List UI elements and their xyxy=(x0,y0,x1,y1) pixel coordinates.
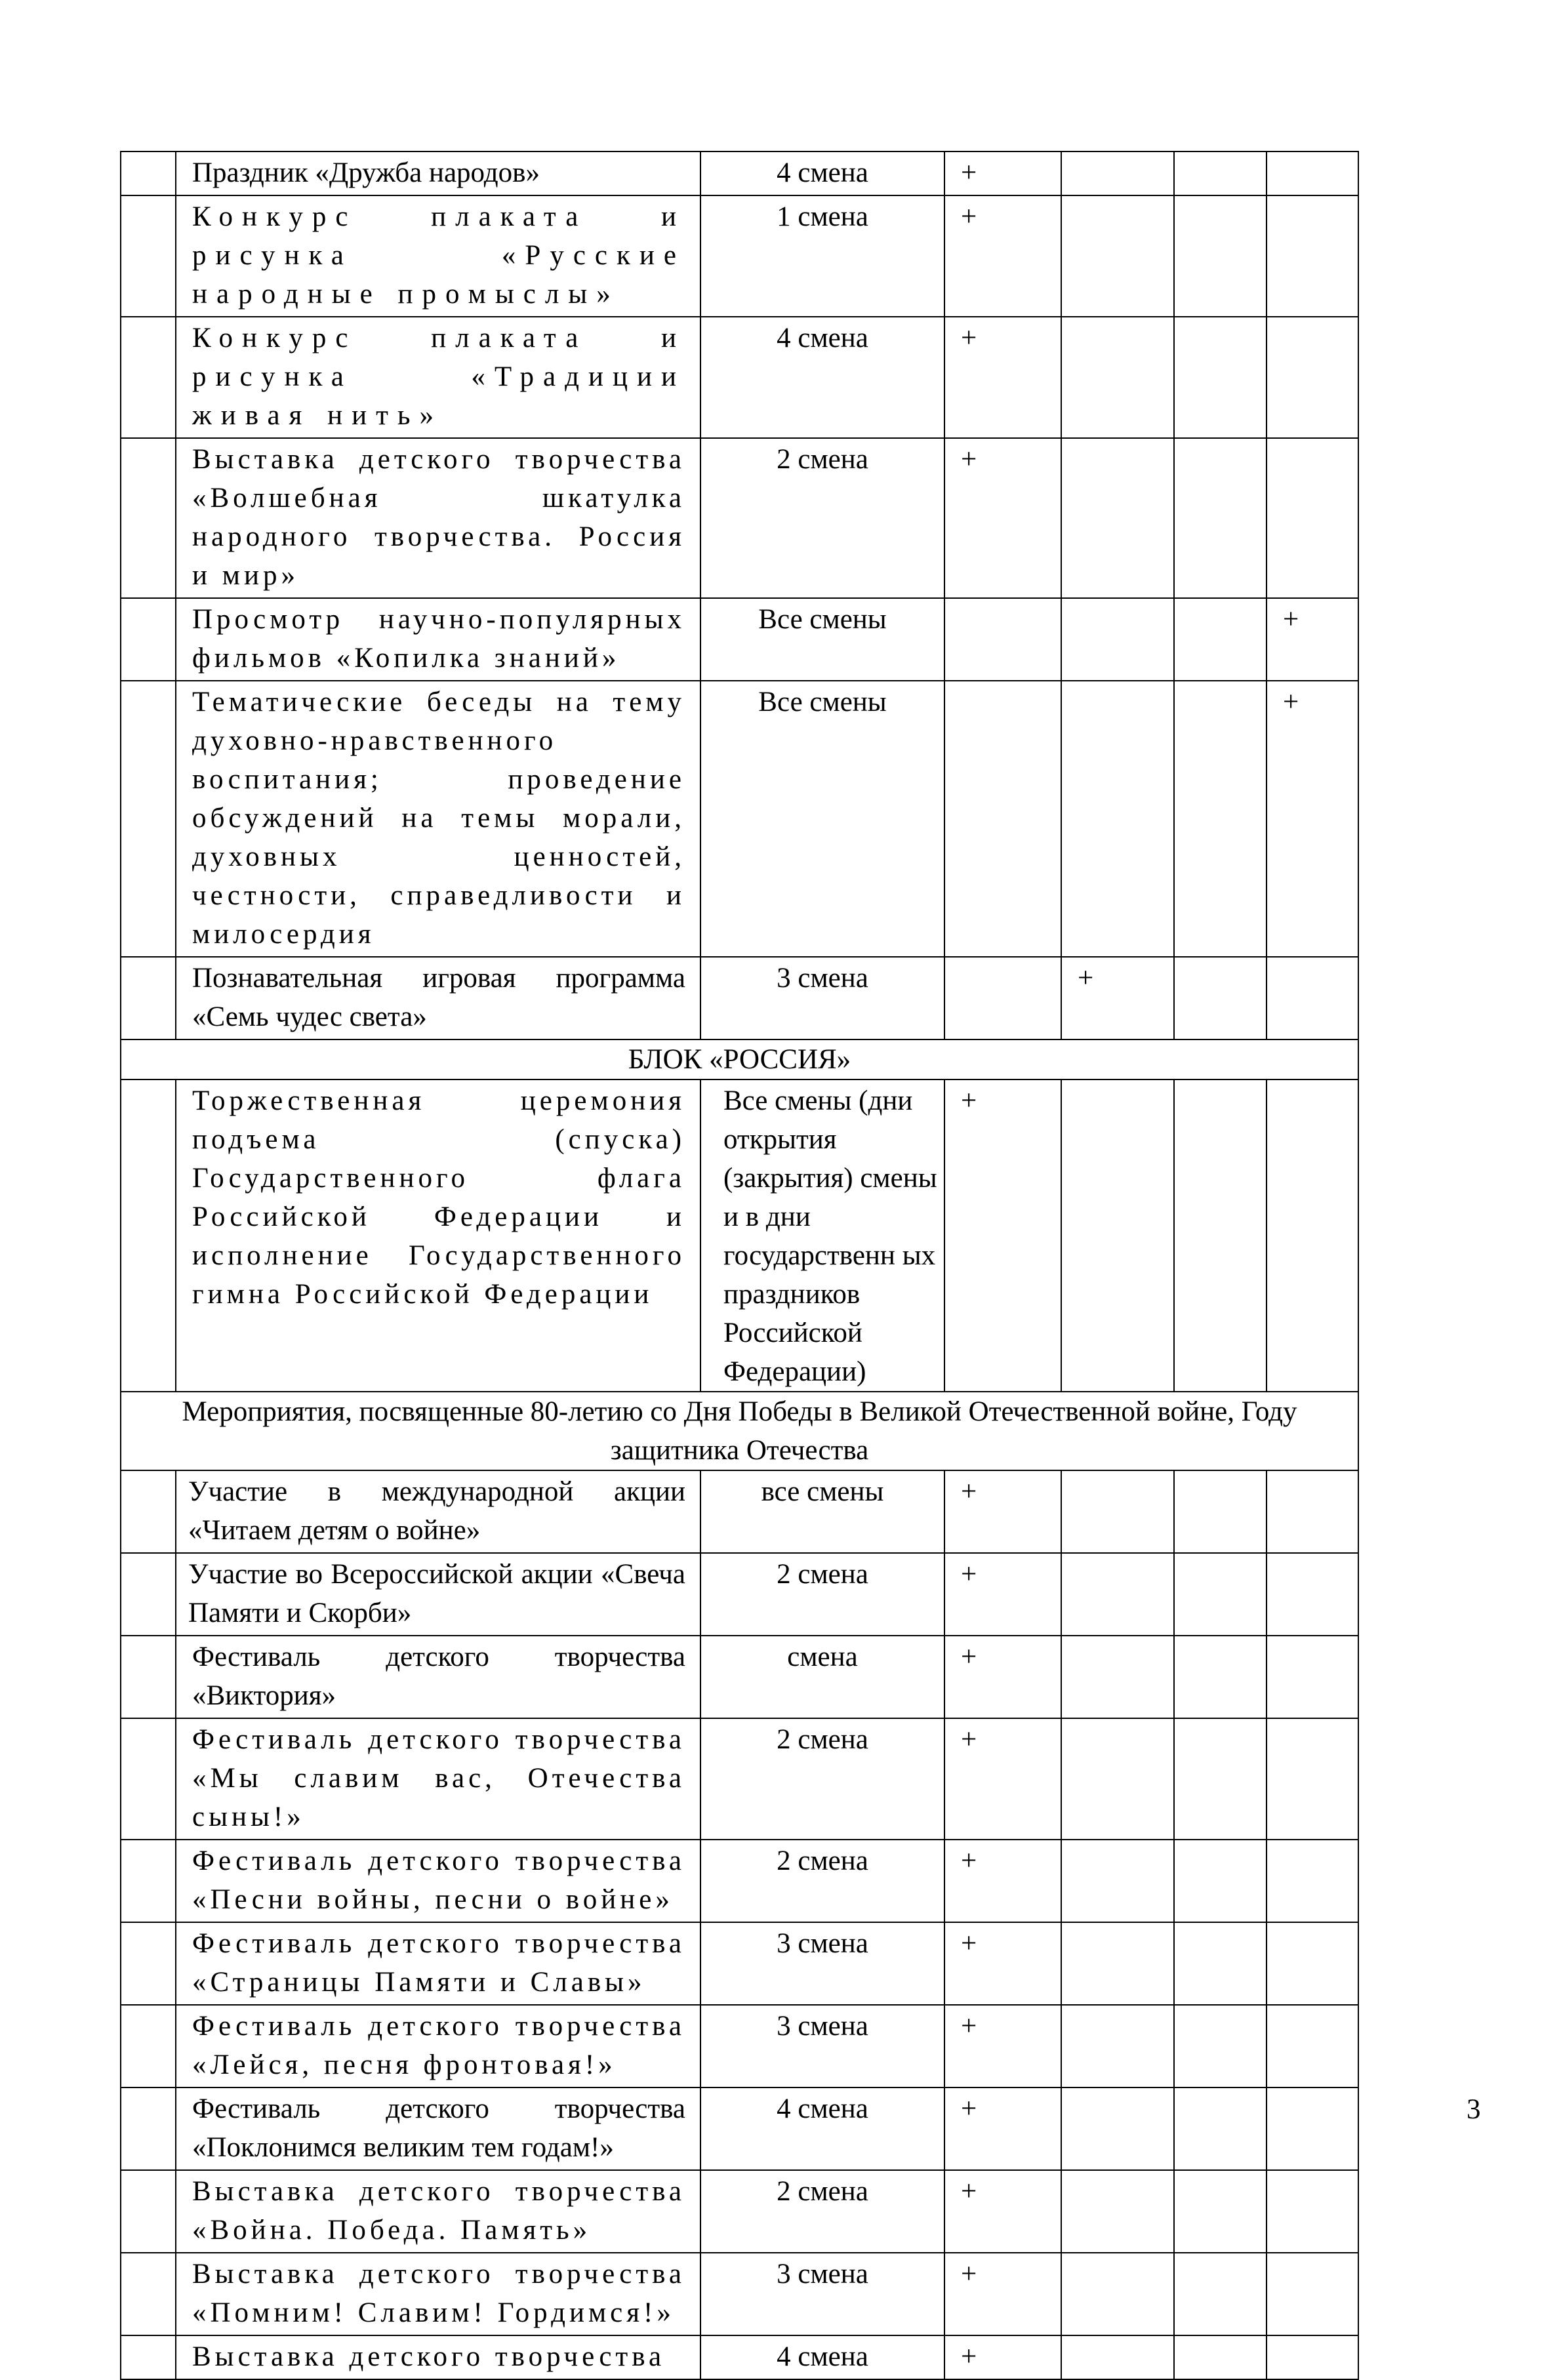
number-cell xyxy=(121,2005,176,2088)
shift-cell: 2 смена xyxy=(700,2170,944,2253)
level-mark-cell-1 xyxy=(944,957,1061,1039)
level-mark-cell-3 xyxy=(1174,438,1267,598)
events-table xyxy=(120,151,1359,2380)
event-name-cell: Фестиваль детского творчества «Виктория» xyxy=(176,1636,700,1718)
event-name-cell: Фестиваль детского творчества «Мы славим вас, Отечества сыны!» xyxy=(176,1718,700,1840)
level-mark-cell-3 xyxy=(1174,195,1267,317)
level-mark-cell-4 xyxy=(1267,1079,1358,1392)
event-name-cell: Праздник «Дружба народов» xyxy=(176,151,700,195)
level-mark-cell-4 xyxy=(1267,438,1358,598)
level-mark-cell-3 xyxy=(1174,2170,1267,2253)
event-name-cell: Фестиваль детского творчества «Лейся, песня фронтовая!» xyxy=(176,2005,700,2088)
level-mark-cell-4 xyxy=(1267,2253,1358,2335)
level-mark-cell-2 xyxy=(1061,681,1174,957)
level-mark-cell-3 xyxy=(1174,1840,1267,1922)
level-mark-cell-1: + xyxy=(944,1718,1061,1840)
level-mark-cell-4 xyxy=(1267,1718,1358,1840)
shift-cell: 4 смена xyxy=(700,2088,944,2170)
table-row xyxy=(121,2088,1358,2170)
number-cell xyxy=(121,1922,176,2005)
event-name-cell: Фестиваль детского творчества «Страницы Памяти и Славы» xyxy=(176,1922,700,2005)
level-mark-cell-4 xyxy=(1267,151,1358,195)
level-mark-cell-1: + xyxy=(944,2005,1061,2088)
table-row xyxy=(121,1718,1358,1840)
level-mark-cell-3 xyxy=(1174,2088,1267,2170)
table-row xyxy=(121,2170,1358,2253)
shift-cell: Все смены (дни открытия (закрытия) смены и в дни государственн ых праздников Российской Федерации) xyxy=(700,1079,944,1392)
level-mark-cell-2 xyxy=(1061,1922,1174,2005)
level-mark-cell-2 xyxy=(1061,2005,1174,2088)
level-mark-cell-3 xyxy=(1174,317,1267,438)
table-row xyxy=(121,1470,1358,1553)
shift-cell: 2 смена xyxy=(700,1718,944,1840)
table-row xyxy=(121,2005,1358,2088)
table-row xyxy=(121,2253,1358,2335)
shift-cell: 1 смена xyxy=(700,195,944,317)
number-cell xyxy=(121,681,176,957)
event-name-cell: Просмотр научно-популярных фильмов «Копилка знаний» xyxy=(176,598,700,681)
event-name-cell: Тематические беседы на тему духовно-нравственного воспитания; проведение обсуждений на темы морали, духовных ценностей, честности, справедливости и милосердия xyxy=(176,681,700,957)
event-name-cell: Выставка детского творчества xyxy=(176,2335,700,2379)
number-cell xyxy=(121,957,176,1039)
level-mark-cell-1: + xyxy=(944,1636,1061,1718)
level-mark-cell-4 xyxy=(1267,195,1358,317)
number-cell xyxy=(121,2088,176,2170)
number-cell xyxy=(121,195,176,317)
level-mark-cell-1: + xyxy=(944,2088,1061,2170)
level-mark-cell-3 xyxy=(1174,2335,1267,2379)
table-row xyxy=(121,1840,1358,1922)
level-mark-cell-2 xyxy=(1061,2088,1174,2170)
level-mark-cell-2 xyxy=(1061,2253,1174,2335)
level-mark-cell-4 xyxy=(1267,2088,1358,2170)
level-mark-cell-1: + xyxy=(944,1553,1061,1636)
number-cell xyxy=(121,151,176,195)
shift-cell: смена xyxy=(700,1636,944,1718)
level-mark-cell-4: + xyxy=(1267,598,1358,681)
number-cell xyxy=(121,1840,176,1922)
level-mark-cell-2 xyxy=(1061,2170,1174,2253)
level-mark-cell-2 xyxy=(1061,438,1174,598)
level-mark-cell-3 xyxy=(1174,957,1267,1039)
level-mark-cell-2 xyxy=(1061,1079,1174,1392)
event-name-cell: Выставка детского творчества «Помним! Славим! Гордимся!» xyxy=(176,2253,700,2335)
level-mark-cell-1: + xyxy=(944,2335,1061,2379)
level-mark-cell-1 xyxy=(944,598,1061,681)
number-cell xyxy=(121,1079,176,1392)
level-mark-cell-3 xyxy=(1174,1470,1267,1553)
table-row xyxy=(121,681,1358,957)
level-mark-cell-3 xyxy=(1174,151,1267,195)
level-mark-cell-3 xyxy=(1174,1079,1267,1392)
level-mark-cell-2 xyxy=(1061,1553,1174,1636)
shift-cell: 2 смена xyxy=(700,438,944,598)
table-body xyxy=(121,151,1358,2379)
level-mark-cell-4 xyxy=(1267,1840,1358,1922)
number-cell xyxy=(121,1470,176,1553)
event-name-cell: Выставка детского творчества «Война. Победа. Память» xyxy=(176,2170,700,2253)
number-cell xyxy=(121,2335,176,2379)
shift-cell: 4 смена xyxy=(700,317,944,438)
table-row xyxy=(121,598,1358,681)
table-row xyxy=(121,957,1358,1039)
level-mark-cell-1: + xyxy=(944,1922,1061,2005)
shift-cell: все смены xyxy=(700,1470,944,1553)
section-title: Мероприятия, посвященные 80-летию со Дня Победы в Великой Отечественной войне, Году защитника Отечества xyxy=(121,1392,1358,1470)
level-mark-cell-1: + xyxy=(944,151,1061,195)
page-number: 3 xyxy=(1467,2094,1481,2125)
shift-cell: 3 смена xyxy=(700,2005,944,2088)
level-mark-cell-4 xyxy=(1267,1922,1358,2005)
level-mark-cell-4 xyxy=(1267,2170,1358,2253)
number-cell xyxy=(121,438,176,598)
table-row xyxy=(121,317,1358,438)
shift-cell: Все смены xyxy=(700,681,944,957)
level-mark-cell-2 xyxy=(1061,1470,1174,1553)
table-row xyxy=(121,1636,1358,1718)
shift-cell: 2 смена xyxy=(700,1840,944,1922)
level-mark-cell-1: + xyxy=(944,195,1061,317)
table-row xyxy=(121,195,1358,317)
table-row xyxy=(121,151,1358,195)
level-mark-cell-3 xyxy=(1174,1922,1267,2005)
event-name-cell: Познавательная игровая программа «Семь чудес света» xyxy=(176,957,700,1039)
event-name-cell: Участие во Всероссийской акции «Свеча Памяти и Скорби» xyxy=(176,1553,700,1636)
event-name-cell: Выставка детского творчества «Волшебная шкатулка народного творчества. Россия и мир» xyxy=(176,438,700,598)
event-name-cell: Участие в международной акции «Читаем детям о войне» xyxy=(176,1470,700,1553)
level-mark-cell-4 xyxy=(1267,1636,1358,1718)
shift-cell: 2 смена xyxy=(700,1553,944,1636)
table-row xyxy=(121,1079,1358,1392)
level-mark-cell-1: + xyxy=(944,317,1061,438)
shift-cell: Все смены xyxy=(700,598,944,681)
event-name-cell: Конкурс плаката и рисунка «Традиции живая нить» xyxy=(176,317,700,438)
section-header-row xyxy=(121,1392,1358,1470)
level-mark-cell-2: + xyxy=(1061,957,1174,1039)
level-mark-cell-1: + xyxy=(944,2253,1061,2335)
event-name-cell: Конкурс плаката и рисунка «Русские народные промыслы» xyxy=(176,195,700,317)
table-row xyxy=(121,438,1358,598)
table-row xyxy=(121,1553,1358,1636)
level-mark-cell-2 xyxy=(1061,195,1174,317)
shift-cell: 3 смена xyxy=(700,2253,944,2335)
level-mark-cell-4: + xyxy=(1267,681,1358,957)
number-cell xyxy=(121,598,176,681)
number-cell xyxy=(121,2253,176,2335)
level-mark-cell-1 xyxy=(944,681,1061,957)
table-row xyxy=(121,2335,1358,2379)
number-cell xyxy=(121,1553,176,1636)
event-name-cell: Торжественная церемония подъема (спуска) Государственного флага Российской Федерации и исполнение Государственного гимна Российской Федерации xyxy=(176,1079,700,1392)
level-mark-cell-3 xyxy=(1174,2253,1267,2335)
shift-cell: 3 смена xyxy=(700,1922,944,2005)
level-mark-cell-4 xyxy=(1267,1470,1358,1553)
level-mark-cell-3 xyxy=(1174,1553,1267,1636)
level-mark-cell-1: + xyxy=(944,1470,1061,1553)
event-name-cell: Фестиваль детского творчества «Песни войны, песни о войне» xyxy=(176,1840,700,1922)
level-mark-cell-1: + xyxy=(944,438,1061,598)
section-title: БЛОК «РОССИЯ» xyxy=(121,1039,1358,1079)
number-cell xyxy=(121,2170,176,2253)
number-cell xyxy=(121,317,176,438)
level-mark-cell-2 xyxy=(1061,317,1174,438)
level-mark-cell-4 xyxy=(1267,1553,1358,1636)
shift-cell: 4 смена xyxy=(700,151,944,195)
level-mark-cell-1: + xyxy=(944,1079,1061,1392)
level-mark-cell-4 xyxy=(1267,957,1358,1039)
level-mark-cell-4 xyxy=(1267,2335,1358,2379)
level-mark-cell-1: + xyxy=(944,1840,1061,1922)
level-mark-cell-2 xyxy=(1061,1718,1174,1840)
level-mark-cell-4 xyxy=(1267,2005,1358,2088)
number-cell xyxy=(121,1636,176,1718)
level-mark-cell-3 xyxy=(1174,598,1267,681)
level-mark-cell-2 xyxy=(1061,1840,1174,1922)
event-name-cell: Фестиваль детского творчества «Поклонимся великим тем годам!» xyxy=(176,2088,700,2170)
level-mark-cell-2 xyxy=(1061,1636,1174,1718)
level-mark-cell-3 xyxy=(1174,681,1267,957)
level-mark-cell-2 xyxy=(1061,2335,1174,2379)
level-mark-cell-3 xyxy=(1174,1718,1267,1840)
level-mark-cell-4 xyxy=(1267,317,1358,438)
level-mark-cell-3 xyxy=(1174,1636,1267,1718)
section-header-row xyxy=(121,1039,1358,1079)
table-row xyxy=(121,1922,1358,2005)
level-mark-cell-3 xyxy=(1174,2005,1267,2088)
level-mark-cell-2 xyxy=(1061,598,1174,681)
shift-cell: 4 смена xyxy=(700,2335,944,2379)
level-mark-cell-1: + xyxy=(944,2170,1061,2253)
number-cell xyxy=(121,1718,176,1840)
level-mark-cell-2 xyxy=(1061,151,1174,195)
shift-cell: 3 смена xyxy=(700,957,944,1039)
